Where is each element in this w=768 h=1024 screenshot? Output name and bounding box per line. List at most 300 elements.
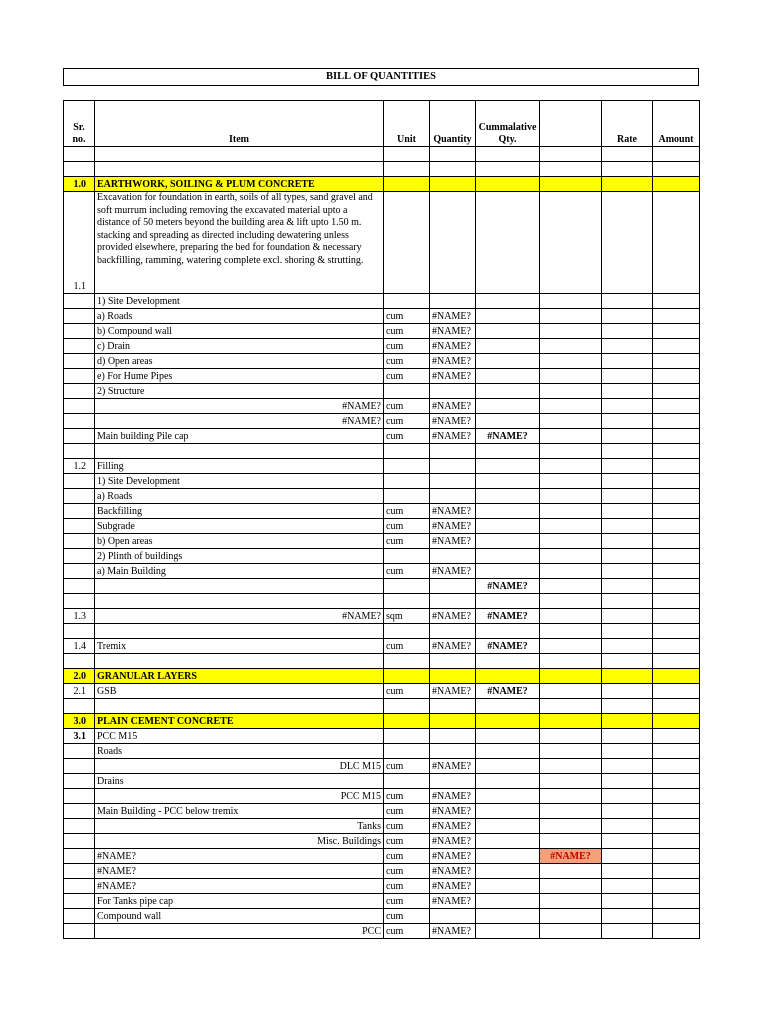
cell-quantity (430, 489, 476, 504)
table-row (64, 414, 700, 429)
cell-cumulative-qty (476, 804, 540, 819)
cell-amount (653, 399, 700, 414)
cell-quantity: #NAME? (430, 894, 476, 909)
cell-extra (540, 324, 602, 339)
cell-unit (384, 579, 430, 594)
cell-sr-no (64, 162, 95, 177)
cell-rate (602, 192, 653, 294)
cell-unit: cum (384, 804, 430, 819)
cell-unit: cum (384, 834, 430, 849)
cell-rate (602, 729, 653, 744)
cell-cumulative-qty: #NAME? (476, 639, 540, 654)
cell-cumulative-qty (476, 669, 540, 684)
cell-unit: cum (384, 324, 430, 339)
cell-quantity (430, 177, 476, 192)
cell-sr-no: 2.1 (64, 684, 95, 699)
cell-unit: cum (384, 414, 430, 429)
cell-rate (602, 294, 653, 309)
table-row (64, 624, 700, 639)
cell-sr-no (64, 804, 95, 819)
cell-item (95, 162, 384, 177)
cell-amount (653, 639, 700, 654)
cell-amount (653, 504, 700, 519)
cell-amount (653, 624, 700, 639)
cell-amount (653, 759, 700, 774)
cell-rate (602, 399, 653, 414)
cell-unit: cum (384, 309, 430, 324)
cell-cumulative-qty (476, 594, 540, 609)
table-row (64, 849, 700, 864)
cell-unit (384, 474, 430, 489)
cell-quantity: #NAME? (430, 924, 476, 939)
cell-extra (540, 147, 602, 162)
cell-cumulative-qty (476, 162, 540, 177)
cell-rate (602, 369, 653, 384)
cell-unit: cum (384, 564, 430, 579)
cell-unit (384, 729, 430, 744)
cell-extra (540, 429, 602, 444)
table-row (64, 474, 700, 489)
cell-rate (602, 534, 653, 549)
cell-amount (653, 519, 700, 534)
cell-cumulative-qty (476, 354, 540, 369)
cell-item (95, 654, 384, 669)
cell-quantity: #NAME? (430, 534, 476, 549)
cell-quantity (430, 774, 476, 789)
cell-unit (384, 147, 430, 162)
cell-amount (653, 609, 700, 624)
cell-extra (540, 819, 602, 834)
cell-unit (384, 162, 430, 177)
cell-unit (384, 444, 430, 459)
cell-item (95, 192, 384, 294)
cell-rate (602, 162, 653, 177)
header-sr-no: Sr. no. (64, 101, 95, 147)
cell-item (95, 594, 384, 609)
cell-amount (653, 339, 700, 354)
cell-unit (384, 744, 430, 759)
cell-quantity (430, 147, 476, 162)
cell-rate (602, 519, 653, 534)
cell-rate (602, 147, 653, 162)
section-row (64, 669, 700, 684)
cell-rate (602, 339, 653, 354)
cell-item: Tanks (95, 819, 384, 834)
cell-cumulative-qty (476, 564, 540, 579)
cell-rate (602, 624, 653, 639)
cell-item: Misc. Buildings (95, 834, 384, 849)
cell-amount (653, 789, 700, 804)
section-row (64, 177, 700, 192)
cell-unit: cum (384, 429, 430, 444)
cell-item: 2) Plinth of buildings (95, 549, 384, 564)
table-row (64, 774, 700, 789)
cell-extra (540, 354, 602, 369)
cell-rate (602, 684, 653, 699)
cell-item: #NAME? (95, 879, 384, 894)
cell-amount (653, 924, 700, 939)
cell-quantity: #NAME? (430, 804, 476, 819)
cell-rate (602, 639, 653, 654)
cell-rate (602, 549, 653, 564)
cell-amount (653, 684, 700, 699)
cell-amount (653, 162, 700, 177)
cell-rate (602, 864, 653, 879)
cell-item: PCC M15 (95, 789, 384, 804)
cell-sr-no (64, 294, 95, 309)
cell-rate (602, 669, 653, 684)
cell-amount (653, 309, 700, 324)
cell-cumulative-qty (476, 444, 540, 459)
cell-rate (602, 384, 653, 399)
cell-quantity (430, 384, 476, 399)
cell-cumulative-qty (476, 384, 540, 399)
header-unit: Unit (384, 101, 430, 147)
cell-cumulative-qty (476, 177, 540, 192)
header-amount: Amount (653, 101, 700, 147)
cell-item (95, 444, 384, 459)
cell-quantity (430, 162, 476, 177)
table-row (64, 699, 700, 714)
cell-quantity (430, 192, 476, 294)
cell-sr-no (64, 579, 95, 594)
cell-cumulative-qty (476, 699, 540, 714)
cell-unit: cum (384, 399, 430, 414)
cell-cumulative-qty (476, 654, 540, 669)
cell-extra (540, 714, 602, 729)
table-row (64, 639, 700, 654)
cell-sr-no (64, 429, 95, 444)
table-row (64, 192, 700, 294)
cell-cumulative-qty (476, 369, 540, 384)
cell-unit: cum (384, 849, 430, 864)
cell-quantity: #NAME? (430, 414, 476, 429)
cell-sr-no (64, 534, 95, 549)
cell-extra (540, 744, 602, 759)
cell-unit (384, 177, 430, 192)
cell-rate (602, 849, 653, 864)
header-rate: Rate (602, 101, 653, 147)
cell-cumulative-qty (476, 414, 540, 429)
cell-unit (384, 294, 430, 309)
cell-amount (653, 834, 700, 849)
cell-cumulative-qty (476, 864, 540, 879)
cell-extra (540, 162, 602, 177)
cell-cumulative-qty (476, 759, 540, 774)
cell-unit: cum (384, 504, 430, 519)
table-row (64, 879, 700, 894)
cell-quantity: #NAME? (430, 834, 476, 849)
cell-sr-no (64, 759, 95, 774)
cell-amount (653, 177, 700, 192)
cell-quantity: #NAME? (430, 864, 476, 879)
cell-quantity: #NAME? (430, 849, 476, 864)
cell-quantity (430, 594, 476, 609)
cell-extra (540, 639, 602, 654)
cell-cumulative-qty (476, 519, 540, 534)
cell-sr-no: 3.0 (64, 714, 95, 729)
cell-cumulative-qty (476, 294, 540, 309)
cell-rate (602, 579, 653, 594)
cell-cumulative-qty (476, 399, 540, 414)
table-row (64, 609, 700, 624)
cell-cumulative-qty (476, 489, 540, 504)
table-row (64, 369, 700, 384)
cell-extra (540, 894, 602, 909)
table-row (64, 564, 700, 579)
cell-rate (602, 819, 653, 834)
cell-extra (540, 624, 602, 639)
cell-rate (602, 354, 653, 369)
cell-cumulative-qty (476, 909, 540, 924)
cell-extra (540, 864, 602, 879)
cell-unit: cum (384, 354, 430, 369)
cell-quantity (430, 744, 476, 759)
cell-sr-no (64, 924, 95, 939)
cell-item: GSB (95, 684, 384, 699)
cell-amount (653, 849, 700, 864)
cell-item: Backfilling (95, 504, 384, 519)
cell-item: #NAME? (95, 849, 384, 864)
cell-cumulative-qty: #NAME? (476, 684, 540, 699)
cell-unit: cum (384, 639, 430, 654)
cell-amount (653, 294, 700, 309)
cell-amount (653, 864, 700, 879)
cell-item: #NAME? (95, 609, 384, 624)
cell-amount (653, 459, 700, 474)
cell-cumulative-qty (476, 774, 540, 789)
cell-quantity (430, 474, 476, 489)
cell-amount (653, 534, 700, 549)
cell-item: Compound wall (95, 909, 384, 924)
cell-amount (653, 819, 700, 834)
table-row (64, 834, 700, 849)
cell-quantity (430, 909, 476, 924)
cell-amount (653, 594, 700, 609)
header-row (64, 101, 700, 147)
cell-rate (602, 894, 653, 909)
cell-rate (602, 504, 653, 519)
cell-rate (602, 789, 653, 804)
cell-quantity: #NAME? (430, 429, 476, 444)
cell-extra (540, 369, 602, 384)
cell-amount (653, 564, 700, 579)
cell-sr-no (64, 594, 95, 609)
cell-cumulative-qty (476, 789, 540, 804)
cell-quantity (430, 294, 476, 309)
cell-quantity: #NAME? (430, 759, 476, 774)
cell-unit: cum (384, 789, 430, 804)
cell-sr-no (64, 624, 95, 639)
cell-extra (540, 924, 602, 939)
cell-extra (540, 699, 602, 714)
cell-item: Subgrade (95, 519, 384, 534)
cell-amount (653, 369, 700, 384)
cell-rate (602, 744, 653, 759)
table-row (64, 909, 700, 924)
cell-cumulative-qty (476, 474, 540, 489)
cell-unit: cum (384, 759, 430, 774)
cell-extra (540, 579, 602, 594)
cell-cumulative-qty (476, 459, 540, 474)
cell-unit (384, 192, 430, 294)
item-description: Excavation for foundation in earth, soils of all types, sand gravel and soft murrum including removing the excavated material upto a distance of 50 meters beyond the building area & lift upto 1.50 m. stacking and spreading as directed including dewatering unless provided elsewhere, preparing the bed for foundation & necessary backfilling, ramming, watering complete excl. shoring & strutting. (97, 192, 373, 266)
cell-amount (653, 654, 700, 669)
cell-sr-no: 1.4 (64, 639, 95, 654)
cell-unit: cum (384, 894, 430, 909)
cell-quantity (430, 669, 476, 684)
cell-item: 2) Structure (95, 384, 384, 399)
cell-item: DLC M15 (95, 759, 384, 774)
cell-sr-no (64, 909, 95, 924)
cell-extra (540, 519, 602, 534)
cell-item: Filling (95, 459, 384, 474)
cell-quantity: #NAME? (430, 639, 476, 654)
cell-rate (602, 834, 653, 849)
table-row (64, 819, 700, 834)
cell-extra (540, 309, 602, 324)
cell-rate (602, 414, 653, 429)
cell-unit: cum (384, 339, 430, 354)
cell-rate (602, 759, 653, 774)
cell-extra (540, 804, 602, 819)
cell-amount (653, 147, 700, 162)
cell-sr-no (64, 414, 95, 429)
table-row (64, 759, 700, 774)
cell-amount (653, 774, 700, 789)
cell-rate (602, 564, 653, 579)
cell-quantity: #NAME? (430, 504, 476, 519)
cell-cumulative-qty (476, 879, 540, 894)
table-row (64, 519, 700, 534)
table-row (64, 729, 700, 744)
cell-extra (540, 609, 602, 624)
cell-amount (653, 384, 700, 399)
cell-rate (602, 459, 653, 474)
cell-extra (540, 399, 602, 414)
cell-item: Main building Pile cap (95, 429, 384, 444)
cell-cumulative-qty (476, 339, 540, 354)
cell-sr-no (64, 147, 95, 162)
cell-amount (653, 744, 700, 759)
cell-cumulative-qty (476, 324, 540, 339)
cell-item: Roads (95, 744, 384, 759)
cell-rate (602, 699, 653, 714)
cell-sr-no (64, 384, 95, 399)
cell-unit: cum (384, 879, 430, 894)
cell-item (95, 579, 384, 594)
table-row (64, 384, 700, 399)
cell-rate (602, 594, 653, 609)
cell-extra (540, 909, 602, 924)
cell-item: d) Open areas (95, 354, 384, 369)
table-row (64, 549, 700, 564)
table-row (64, 594, 700, 609)
cell-item: PCC M15 (95, 729, 384, 744)
cell-cumulative-qty (476, 309, 540, 324)
cell-amount (653, 444, 700, 459)
cell-cumulative-qty (476, 744, 540, 759)
cell-quantity (430, 459, 476, 474)
cell-sr-no: 3.1 (64, 729, 95, 744)
cell-item: b) Compound wall (95, 324, 384, 339)
cell-cumulative-qty (476, 729, 540, 744)
cell-extra: #NAME? (540, 849, 602, 864)
cell-amount (653, 489, 700, 504)
cell-unit (384, 714, 430, 729)
table-row (64, 339, 700, 354)
cell-amount (653, 699, 700, 714)
cell-sr-no (64, 564, 95, 579)
cell-quantity: #NAME? (430, 789, 476, 804)
cell-unit: cum (384, 909, 430, 924)
cell-item: 1) Site Development (95, 294, 384, 309)
cell-sr-no (64, 549, 95, 564)
cell-extra (540, 177, 602, 192)
table-row (64, 459, 700, 474)
cell-unit: cum (384, 819, 430, 834)
cell-rate (602, 324, 653, 339)
header-item: Item (95, 101, 384, 147)
table-row (64, 324, 700, 339)
cell-extra (540, 669, 602, 684)
cell-amount (653, 669, 700, 684)
cell-sr-no (64, 789, 95, 804)
cell-rate (602, 429, 653, 444)
cell-rate (602, 879, 653, 894)
cell-extra (540, 549, 602, 564)
cell-quantity: #NAME? (430, 324, 476, 339)
cell-sr-no (64, 879, 95, 894)
cell-sr-no: 1.0 (64, 177, 95, 192)
cell-quantity: #NAME? (430, 609, 476, 624)
cell-item (95, 624, 384, 639)
cell-rate (602, 654, 653, 669)
cell-extra (540, 489, 602, 504)
cell-amount (653, 729, 700, 744)
cell-sr-no (64, 774, 95, 789)
cell-sr-no: 2.0 (64, 669, 95, 684)
cell-item: Main Building - PCC below tremix (95, 804, 384, 819)
cell-sr-no (64, 519, 95, 534)
cell-quantity: #NAME? (430, 339, 476, 354)
cell-unit (384, 489, 430, 504)
table-row (64, 162, 700, 177)
cell-extra (540, 414, 602, 429)
table-row (64, 684, 700, 699)
cell-extra (540, 192, 602, 294)
header-blank (540, 101, 602, 147)
cell-sr-no (64, 369, 95, 384)
cell-extra (540, 339, 602, 354)
cell-item: #NAME? (95, 414, 384, 429)
cell-quantity (430, 729, 476, 744)
cell-extra (540, 684, 602, 699)
cell-extra (540, 594, 602, 609)
cell-cumulative-qty (476, 147, 540, 162)
document-title: BILL OF QUANTITIES (63, 68, 699, 86)
section-row (64, 714, 700, 729)
table-row (64, 864, 700, 879)
cell-item: c) Drain (95, 339, 384, 354)
table-row (64, 294, 700, 309)
cell-sr-no: 1.1 (64, 192, 95, 294)
cell-extra (540, 789, 602, 804)
cell-unit: sqm (384, 609, 430, 624)
cell-cumulative-qty (476, 192, 540, 294)
cell-item: GRANULAR LAYERS (95, 669, 384, 684)
cell-unit (384, 384, 430, 399)
